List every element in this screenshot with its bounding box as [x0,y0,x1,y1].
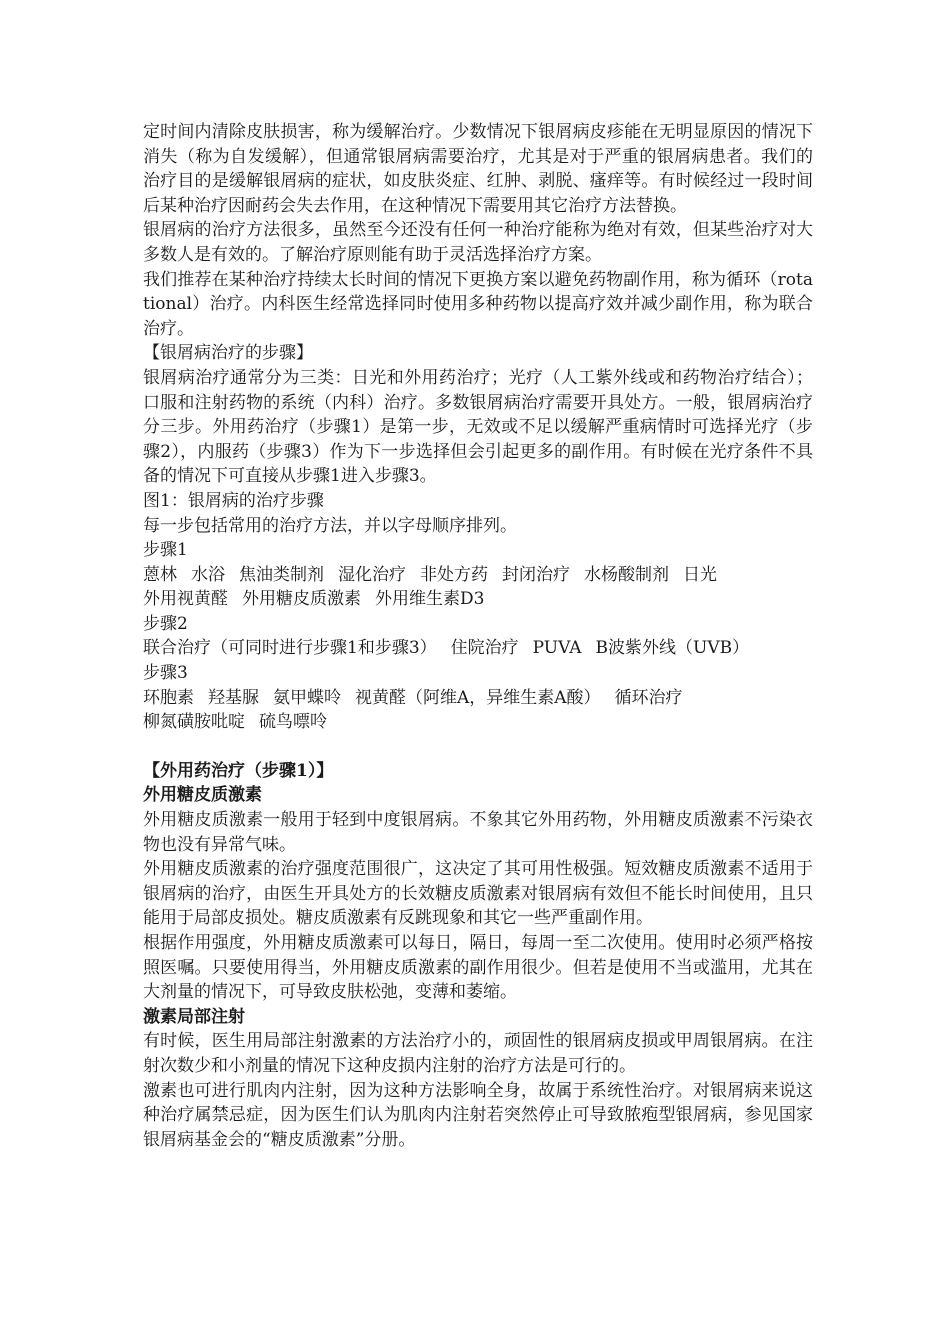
document-body [143,120,813,1152]
list-item: 环胞素 [143,687,194,708]
list-item: 蒽林 [143,564,177,585]
step2-label: 步骤2 [143,613,188,634]
list-item: 羟基脲 [208,687,259,708]
section-heading-steps: 【银屑病治疗的步骤】 [143,343,313,364]
paragraph-steroids-intro: 外用糖皮质激素一般用于轻到中度银屑病。不象其它外用药物，外用糖皮质激素不污染衣物也没有异常气味。 [143,810,813,855]
list-item: 住院治疗 [450,638,519,659]
section-heading-topical: 【外用药治疗（步骤1）】 [143,760,334,781]
list-item: 封闭治疗 [502,564,570,585]
list-item: 循环治疗 [614,687,683,708]
list-item: 日光 [683,564,717,585]
paragraph-steroids-usage: 根据作用强度，外用糖皮质激素可以每日，隔日，每周一至二次使用。使用时必须严格按照医嘱。只要使用得当，外用糖皮质激素的副作用很少。但若是使用不当或滥用，尤其在大剂量的情况下，可导致皮肤松弛，变薄和萎缩。 [143,933,813,1003]
paragraph-treatment-categories: 银屑病治疗通常分为三类：日光和外用药治疗；光疗（人工紫外线或和药物治疗结合）；口服和注射药物的系统（内科）治疗。多数银屑病治疗需要开具处方。一般，银屑病治疗分三步。外用药治疗（步骤1）是第一步，无效或不足以缓解严重病情时可选择光疗（步骤2），内服药（步骤3）作为下一步选择但会引起更多的副作用。有时候在光疗条件不具备的情况下可直接从步骤1进入步骤3。 [143,367,813,487]
subheading-local-injection: 激素局部注射 [143,1006,245,1027]
step1-label: 步骤1 [143,540,188,561]
list-item: 硫鸟嘌呤 [259,712,327,733]
blank-line [143,735,813,759]
step3-label: 步骤3 [143,663,188,684]
list-item: 外用维生素D3 [375,589,485,610]
list-item: 湿化治疗 [338,564,406,585]
step2-list-line1 [143,636,813,661]
paragraph-injection-intramuscular: 激素也可进行肌肉内注射，因为这种方法影响全身，故属于系统性治疗。对银屑病来说这种治疗属禁忌症，因为医生们认为肌肉内注射若突然停止可导致脓疱型银屑病，参见国家银屑病基金会的“糖皮质激素”分册。 [143,1080,813,1150]
list-item: 水杨酸制剂 [584,564,669,585]
step1-list-line2 [143,587,813,612]
list-item: 外用糖皮质激素 [242,589,361,610]
list-item: 焦油类制剂 [239,564,324,585]
list-item: B波紫外线（UVB） [595,638,750,659]
subheading-topical-steroids: 外用糖皮质激素 [143,785,262,806]
paragraph-remission: 定时间内清除皮肤损害，称为缓解治疗。少数情况下银屑病皮疹能在无明显原因的情况下消失（称为自发缓解），但通常银屑病需要治疗，尤其是对于严重的银屑病患者。我们的治疗目的是缓解银屑病的症状，如皮肤炎症、红肿、剥脱、瘙痒等。有时候经过一段时间后某种治疗因耐药会失去作用，在这种情况下需要用其它治疗方法替换。 [143,122,813,216]
list-item: 水浴 [191,564,225,585]
step1-list-line1 [143,563,813,588]
paragraph-alphabetical: 每一步包括常用的治疗方法，并以字母顺序排列。 [143,515,517,536]
paragraph-treatment-methods: 银屑病的治疗方法很多，虽然至今还没有任何一种治疗能称为绝对有效，但某些治疗对大多数人是有效的。了解治疗原则能有助于灵活选择治疗方案。 [143,220,813,265]
list-item: 非处方药 [420,564,488,585]
paragraph-steroids-strength: 外用糖皮质激素的治疗强度范围很广，这决定了其可用性极强。短效糖皮质激素不适用于银屑病的治疗，由医生开具处方的长效糖皮质激素对银屑病有效但不能长时间使用，且只能用于局部皮损处。糖皮质激素有反跳现象和其它一些严重副作用。 [143,859,813,929]
paragraph-injection-local: 有时候，医生用局部注射激素的方法治疗小的，顽固性的银屑病皮损或甲周银屑病。在注射次数少和小剂量的情况下这种皮损内注射的治疗方法是可行的。 [143,1031,813,1076]
paragraph-rotational: 我们推荐在某种治疗持续太长时间的情况下更换方案以避免药物副作用，称为循环（rotational）治疗。内科医生经常选择同时使用多种药物以提高疗效并减少副作用，称为联合治疗。 [143,269,813,339]
list-item: 联合治疗（可同时进行步骤1和步骤3） [143,638,437,659]
figure-caption: 图1：银屑病的治疗步骤 [143,490,324,511]
step3-list-line2 [143,710,813,735]
list-item: PUVA [532,638,582,659]
list-item: 氨甲蝶呤 [273,687,341,708]
list-item: 柳氮磺胺吡啶 [143,712,245,733]
step3-list-line1 [143,686,813,711]
list-item: 外用视黄醛 [143,589,228,610]
list-item: 视黄醛（阿维A，异维生素A酸） [355,687,601,708]
